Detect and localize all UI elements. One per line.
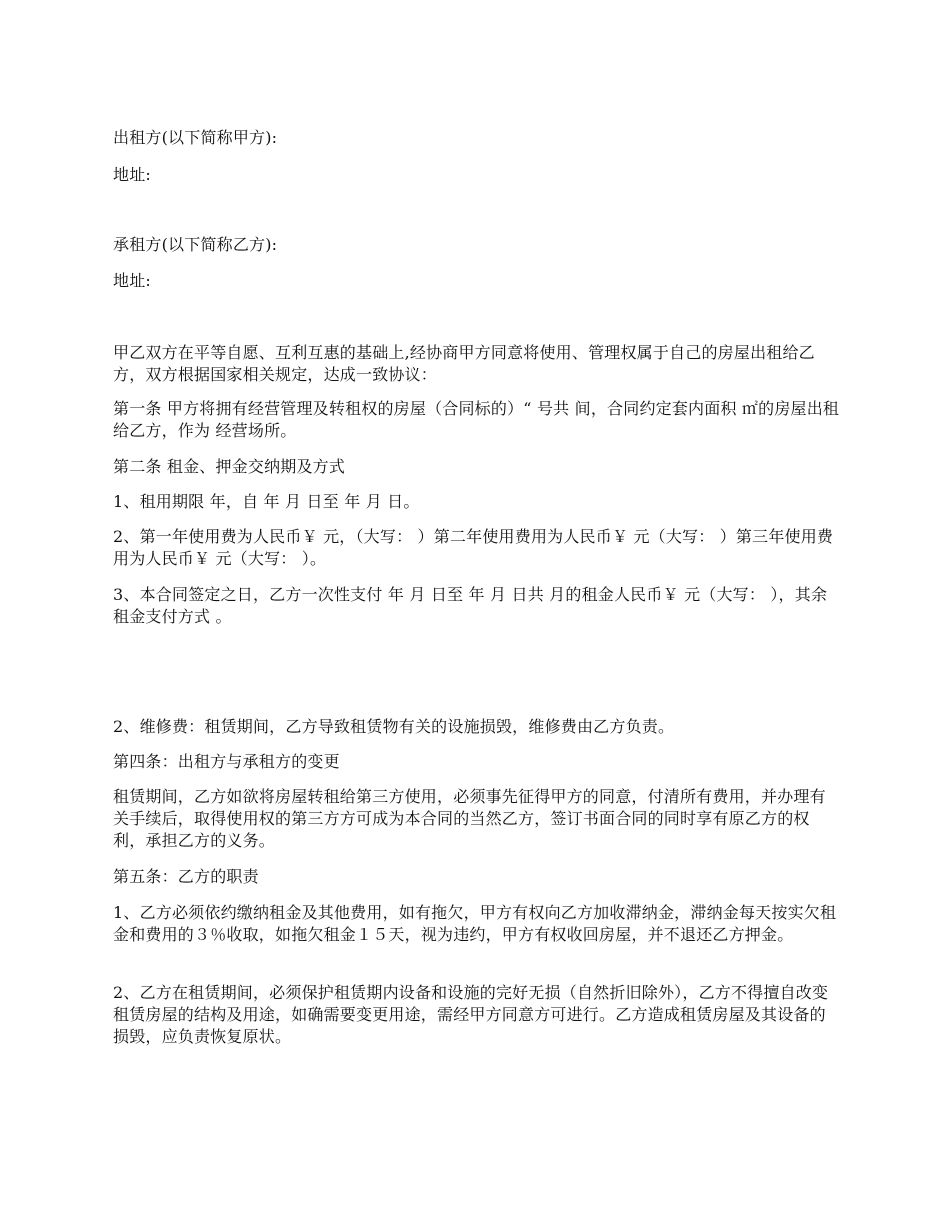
article-2-item-3: 3、本合同签定之日，乙方一次性支付 年 月 日至 年 月 日共 月的租金人民币￥ 元（大写： ），其余租金支付方式 。: [113, 585, 828, 626]
maintenance-fee: 2、维修费：租赁期间，乙方导致租赁物有关的设施损毁，维修费由乙方负责。: [113, 717, 675, 736]
lessor-label: 出租方(以下简称甲方):: [113, 128, 278, 147]
article-5-title: 第五条：乙方的职责: [113, 867, 259, 886]
article-4-title: 第四条：出租方与承租方的变更: [113, 752, 340, 771]
article-5-item-2: 2、乙方在租赁期间，必须保护租赁期内设备和设施的完好无损（自然折旧除外），乙方不得擅自改变租赁房屋的结构及用途，如确需要变更用途，需经甲方同意方可进行。乙方造成租赁房屋及其设备的损毁，应负责恢复原状。: [113, 983, 829, 1046]
lessee-address: 地址:: [113, 271, 151, 290]
article-1: 第一条 甲方将拥有经营管理及转租权的房屋（合同标的）“ 号共 间，合同约定套内面积 ㎡的房屋出租给乙方，作为 经营场所。: [113, 399, 840, 440]
article-2-title: 第二条 租金、押金交纳期及方式: [113, 457, 346, 476]
lessor-address: 地址:: [113, 165, 151, 184]
intro-paragraph: 甲乙双方在平等自愿、互利互惠的基础上,经协商甲方同意将使用、管理权属于自己的房屋出租给乙方，双方根据国家相关规定，达成一致协议：: [113, 343, 815, 384]
article-2-item-2: 2、第一年使用费为人民币￥ 元，（大写： ）第二年使用费用为人民币￥ 元（大写： ）第三年使用费用为人民币￥ 元（大写： ）。: [113, 527, 834, 568]
article-2-item-1: 1、租用期限 年，自 年 月 日至 年 月 日。: [113, 492, 420, 511]
article-4-body: 租赁期间，乙方如欲将房屋转租给第三方使用，必须事先征得甲方的同意，付清所有费用，并办理有关手续后，取得使用权的第三方方可成为本合同的当然乙方，签订书面合同的同时享有原乙方的权利，承担乙方的义务。: [113, 787, 826, 850]
lessee-label: 承租方(以下简称乙方):: [113, 235, 278, 254]
article-5-item-1: 1、乙方必须依约缴纳租金及其他费用，如有拖欠，甲方有权向乙方加收滞纳金，滞纳金每天按实欠租金和费用的３％收取，如拖欠租金１５天，视为违约，甲方有权收回房屋，并不退还乙方押金。: [113, 903, 837, 944]
